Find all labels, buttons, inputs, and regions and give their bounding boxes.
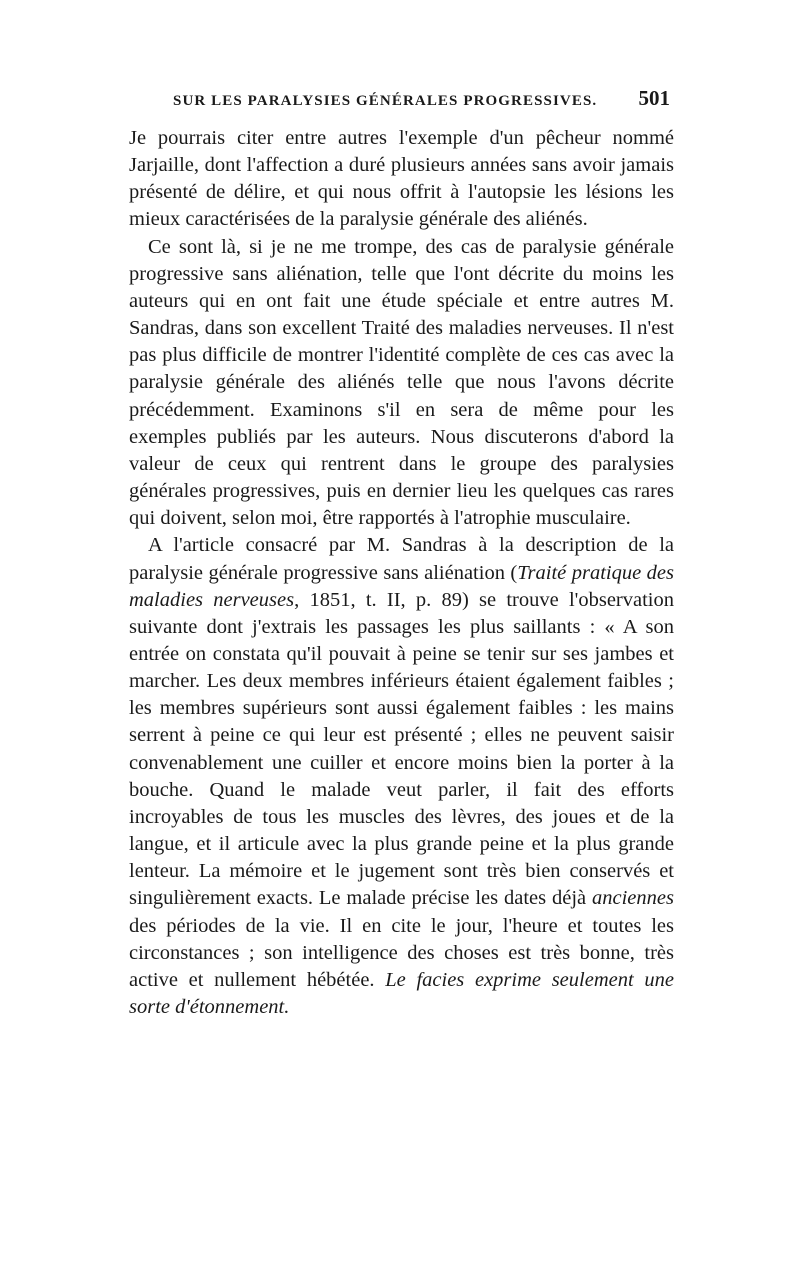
paragraph-2 [129,234,674,533]
paragraph-3 [129,532,674,1021]
emphasis-italic: anciennes [592,887,674,910]
book-title-italic: Traité pratique des maladies nerveuses [129,561,674,611]
running-title: SUR LES PARALYSIES GÉNÉRALES PROGRESSIVES. [173,93,598,109]
body-text [129,125,674,1021]
paragraph-3-part-3: , 1851, t. II, p. 89) se trouve l'observation suivante dont j'extrais les passages les plus saillants : « A son entrée on constata qu'il pouvait à peine se tenir sur ses jambes et marcher. Les deux membres inférieurs étaient également faibles ; les membres supérieurs sont aussi également faibles : les mains serrent à peine ce qui leur est présenté ; elles ne peuvent saisir convenablement une cuiller et encore moins bien la porter à la bouche. Quand le malade veut parler, il fait des efforts incroyables de tous les muscles des lèvres, des joues et de la langue, et il articule avec la plus grande peine et la plus grande lenteur. La mémoire et le jugement sont très bien conservés et singulièrement exacts. Le malade précise les dates déjà [129,588,674,910]
paragraph-1 [129,125,674,234]
paragraph-1-text: Je pourrais citer entre autres l'exemple d'un pêcheur nommé Jarjaille, dont l'affection a duré plusieurs années sans avoir jamais présenté de délire, et qui nous offrit à l'autopsie les lésions les mieux caractérisées de la paralysie générale des aliénés. [129,127,674,231]
paragraph-3-part-1: A l'article consacré par M. Sandras à la description de la paralysie générale progressive sans aliénation ( [129,534,674,584]
closing-italic: Le facies exprime seulement une sorte d'étonnement. [129,968,674,1018]
page-number: 501 [638,86,670,110]
paragraph-2-text: Ce sont là, si je ne me trompe, des cas de paralysie générale progressive sans aliénation, telle que l'ont décrite du moins les auteurs qui en ont fait une étude spéciale et entre autres M. Sandras, dans son excellent Traité des maladies nerveuses. Il n'est pas plus difficile de montrer l'identité complète de ces cas avec la paralysie générale des aliénés telle que nous l'avons décrite précédemment. Examinons s'il en sera de même pour les exemples publiés par les auteurs. Nous discuterons d'abord la valeur de ceux qui rentrent dans le groupe des paralysies générales progressives, puis en dernier lieu les quelques cas rares qui doivent, selon moi, être rapportés à l'atrophie musculaire. [129,235,674,530]
page-header [129,86,674,122]
book-page [129,86,674,1021]
paragraph-3-part-5: des périodes de la vie. Il en cite le jour, l'heure et toutes les circonstances ; son intelligence des choses est très bonne, très active et nullement hébétée. [129,914,674,991]
